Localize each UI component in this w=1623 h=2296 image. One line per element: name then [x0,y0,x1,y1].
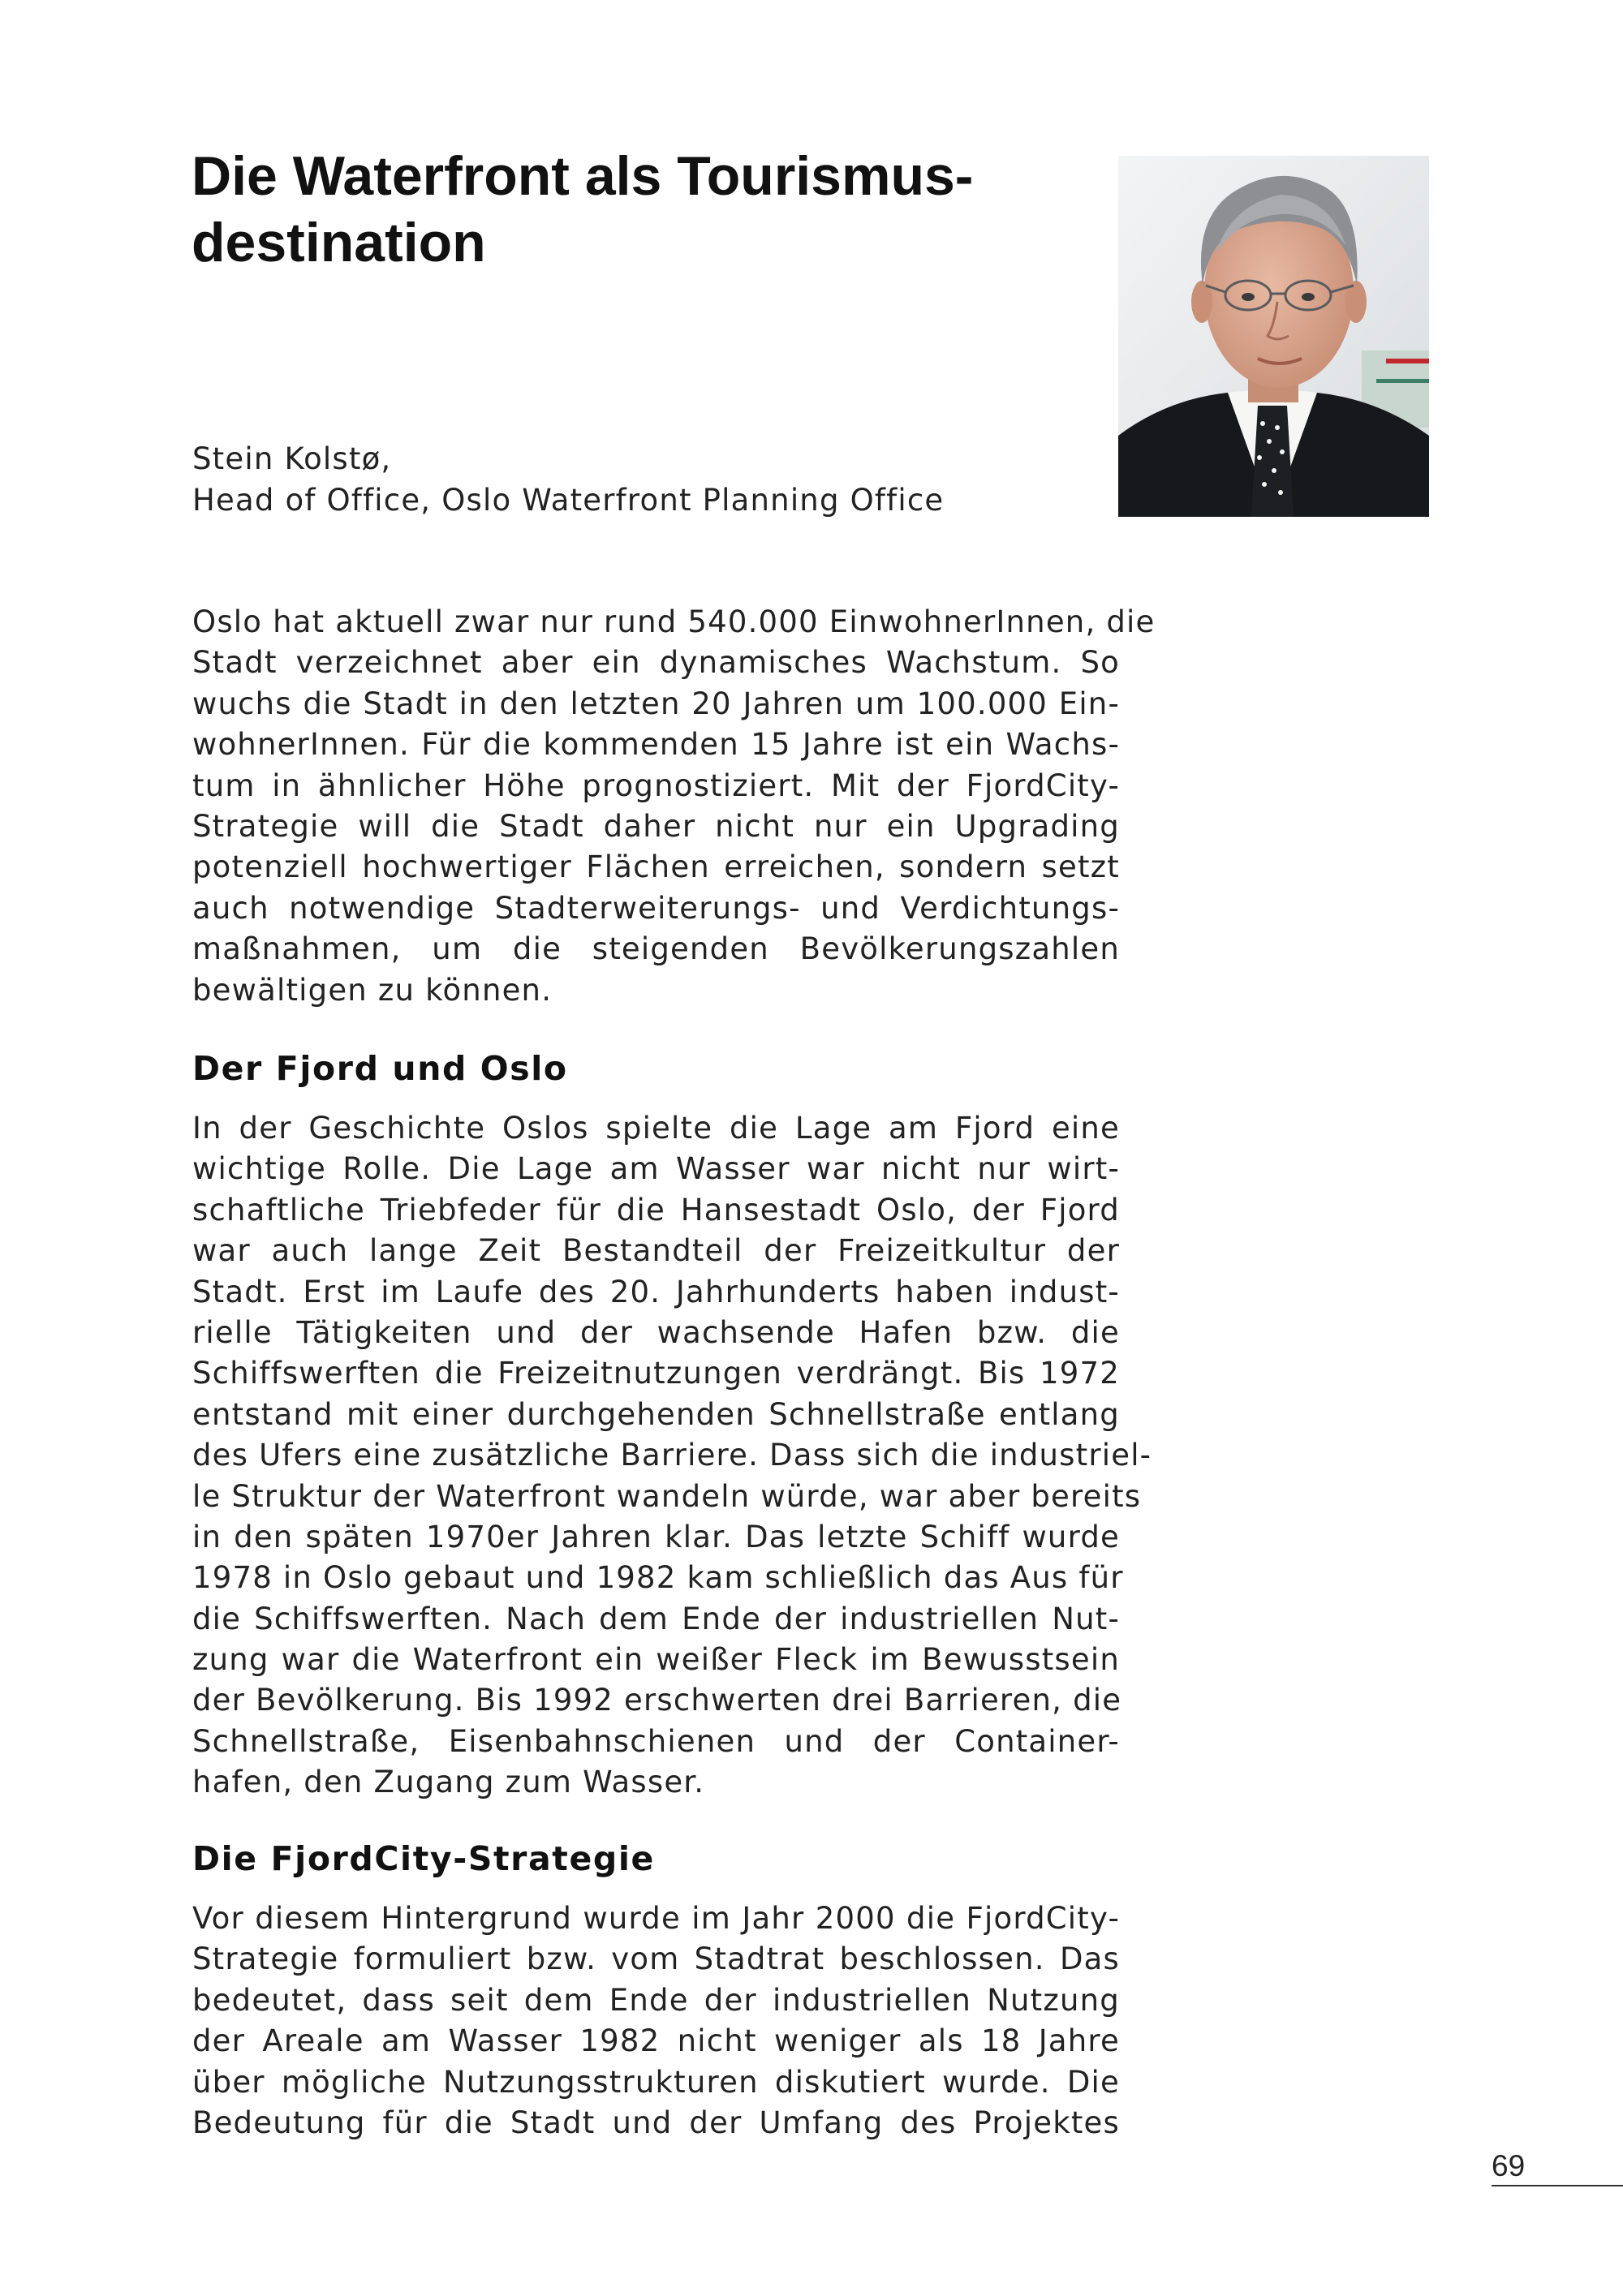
text-line: le Struktur der Waterfront wandeln würde, war aber bereits [192,1478,1142,1514]
text-line: Oslo hat aktuell zwar nur rund 540.000 EinwohnerInnen, die [192,604,1156,639]
text-line: über mögliche Nutzungsstrukturen diskutiert wurde. Die [192,2064,1120,2100]
text-line: schaftliche Triebfeder für die Hansestadt Oslo, der Fjord [192,1192,1120,1228]
text-line: auch notwendige Stadterweiterungs- und Verdichtungs- [192,890,1120,926]
text-line: wichtige Rolle. Die Lage am Wasser war nicht nur wirt- [192,1151,1120,1187]
text-line: maßnahmen, um die steigenden Bevölkerungszahlen [192,931,1120,967]
page-title-line: Die Waterfront als Tourismus- [192,145,974,207]
section-paragraph-fjord-oslo [192,1108,1152,1804]
text-line: entstand mit einer durchgehenden Schnellstraße entlang [192,1396,1120,1432]
text-line: die Schiffswerften. Nach dem Ende der industriellen Nut- [192,1601,1120,1636]
page-number-rule [1492,2185,1623,2186]
text-line: Vor diesem Hintergrund wurde im Jahr 2000 die FjordCity- [192,1901,1120,1936]
text-line: des Ufers eine zusätzliche Barriere. Dass sich die industriel- [192,1438,1152,1473]
text-line: tum in ähnlicher Höhe prognostiziert. Mit der FjordCity- [192,767,1120,803]
text-line: wuchs die Stadt in den letzten 20 Jahren um 100.000 Ein- [192,686,1120,721]
section-heading-fjordcity-strategie: Die FjordCity-Strategie [192,1839,655,1878]
author-role: Head of Office, Oslo Waterfront Planning Office [192,483,945,518]
text-line: potenziell hochwertiger Flächen erreichen, sondern setzt [192,849,1120,885]
author-byline [192,438,1085,521]
text-line: Stadt verzeichnet aber ein dynamisches Wachstum. So [192,645,1120,681]
author-portrait [1118,156,1429,517]
text-line: Bedeutung für die Stadt und der Umfang des Projektes [192,2105,1120,2140]
page-number: 69 [1492,2149,1526,2182]
author-portrait-illustration [1118,156,1429,517]
text-line: zung war die Waterfront ein weißer Fleck im Bewusstsein [192,1642,1120,1678]
text-line: Schnellstraße, Eisenbahnschienen und der Container- [192,1723,1120,1759]
text-line: Strategie formuliert bzw. vom Stadtrat beschlossen. Das [192,1941,1120,1977]
text-line: der Bevölkerung. Bis 1992 erschwerten drei Barrieren, die [192,1683,1122,1718]
text-line: 1978 in Oslo gebaut und 1982 kam schließlich das Aus für [192,1560,1124,1596]
text-line: hafen, den Zugang zum Wasser. [192,1765,705,1800]
text-line: rielle Tätigkeiten und der wachsende Hafen bzw. die [192,1314,1120,1350]
text-line: In der Geschichte Oslos spielte die Lage am Fjord eine [192,1111,1120,1146]
intro-paragraph [192,602,1156,1011]
text-line: der Areale am Wasser 1982 nicht weniger als 18 Jahre [192,2023,1120,2059]
text-line: wohnerInnen. Für die kommenden 15 Jahre ist ein Wachs- [192,727,1120,763]
text-line: war auch lange Zeit Bestandteil der Freizeitkultur der [192,1233,1120,1269]
author-name: Stein Kolstø, [192,441,392,476]
text-line: Schiffswerften die Freizeitnutzungen verdrängt. Bis 1972 [192,1356,1120,1391]
text-line: Strategie will die Stadt daher nicht nur ein Upgrading [192,808,1120,844]
text-line: in den späten 1970er Jahren klar. Das letzte Schiff wurde [192,1519,1120,1554]
page-title-line: destination [192,212,486,273]
section-heading-fjord-oslo: Der Fjord und Oslo [192,1049,568,1088]
text-line: Stadt. Erst im Laufe des 20. Jahrhunderts haben indust- [192,1274,1120,1309]
section-paragraph-fjordcity-strategie [192,1898,1120,2143]
text-line: bewältigen zu können. [192,972,553,1008]
page-title [192,143,1068,276]
text-line: bedeutet, dass seit dem Ende der industriellen Nutzung [192,1982,1120,2018]
